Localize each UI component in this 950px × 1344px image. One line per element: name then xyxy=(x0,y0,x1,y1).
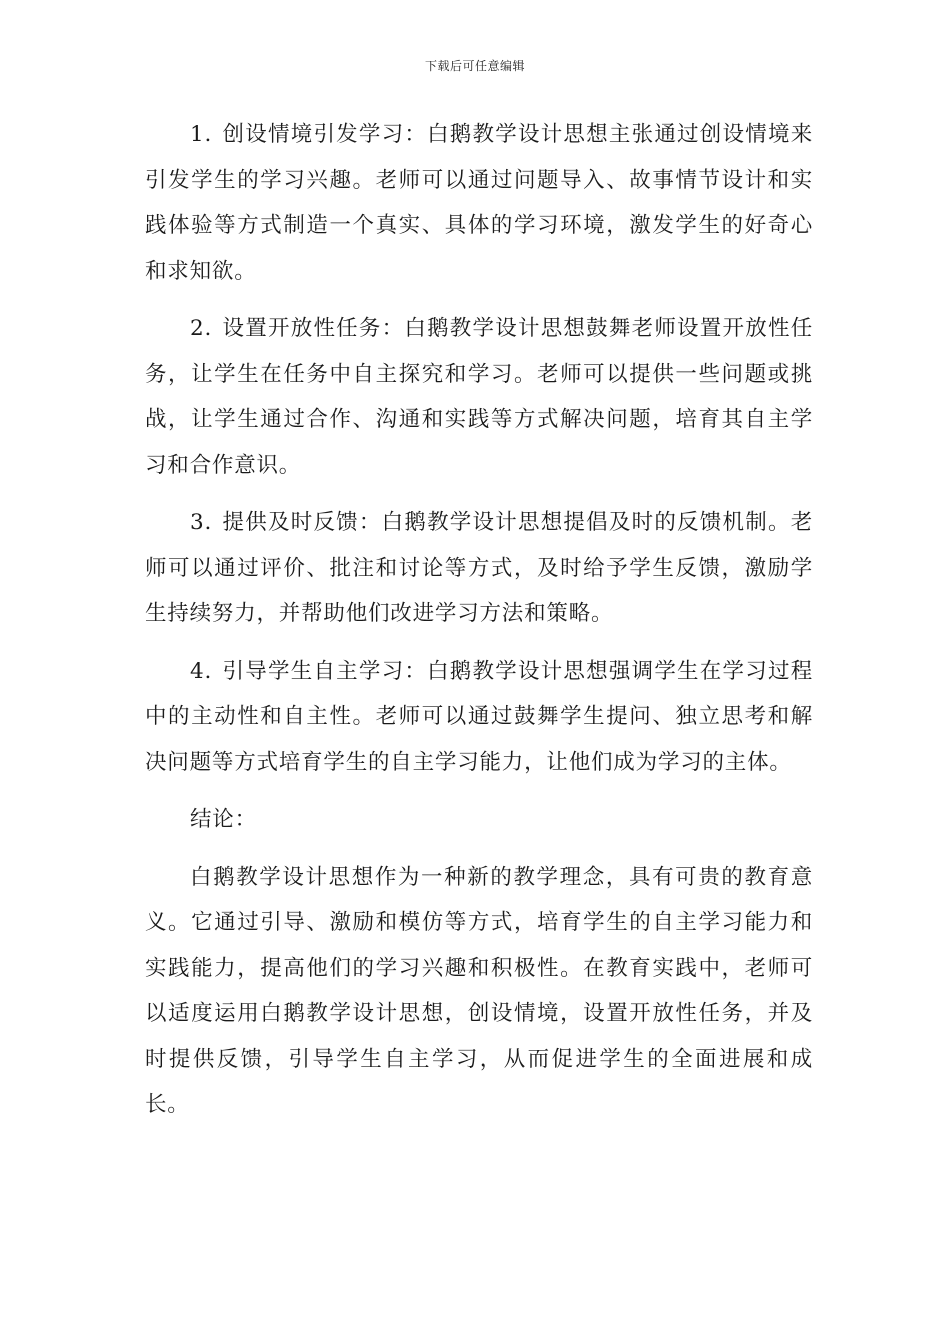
item-text: 设置开放性任务：白鹅教学设计思想鼓舞老师设置开放性任务，让学生在任务中自主探究和学习。老师可以提供一些问题或挑战，让学生通过合作、沟通和实践等方式解决问题，培育其自主学习和合作意识。 xyxy=(145,316,813,478)
item-text: 引导学生自主学习：白鹅教学设计思想强调学生在学习过程中的主动性和自主性。老师可以通过鼓舞学生提问、独立思考和解决问题等方式培育学生的自主学习能力，让他们成为学习的主体。 xyxy=(145,658,813,775)
list-item-2 xyxy=(145,306,813,488)
page-header: 下载后可任意编辑 xyxy=(424,59,525,73)
list-item-4 xyxy=(145,649,813,786)
item-number: 2. xyxy=(190,316,213,341)
item-number: 1. xyxy=(190,122,213,147)
item-text: 创设情境引发学习：白鹅教学设计思想主张通过创设情境来引发学生的学习兴趣。老师可以通过问题导入、故事情节设计和实践体验等方式制造一个真实、具体的学习环境，激发学生的好奇心和求知欲。 xyxy=(145,122,813,284)
list-item-3 xyxy=(145,500,813,637)
item-number: 3. xyxy=(190,510,213,535)
item-text: 提供及时反馈：白鹅教学设计思想提倡及时的反馈机制。老师可以通过评价、批注和讨论等方式，及时给予学生反馈，激励学生持续努力，并帮助他们改进学习方法和策略。 xyxy=(145,510,813,626)
conclusion-paragraph: 白鹅教学设计思想作为一种新的教学理念，具有可贵的教育意义。它通过引导、激励和模仿等方式，培育学生的自主学习能力和实践能力，提高他们的学习兴趣和积极性。在教育实践中，老师可以适度运用白鹅教学设计思想，创设情境，设置开放性任务，并及时提供反馈，引导学生自主学习，从而促进学生的全面进展和成长。 xyxy=(145,864,813,1117)
item-number: 4. xyxy=(190,658,213,684)
list-item-1 xyxy=(145,112,813,294)
conclusion-heading: 结论： xyxy=(190,807,257,832)
document-body xyxy=(145,112,813,1140)
